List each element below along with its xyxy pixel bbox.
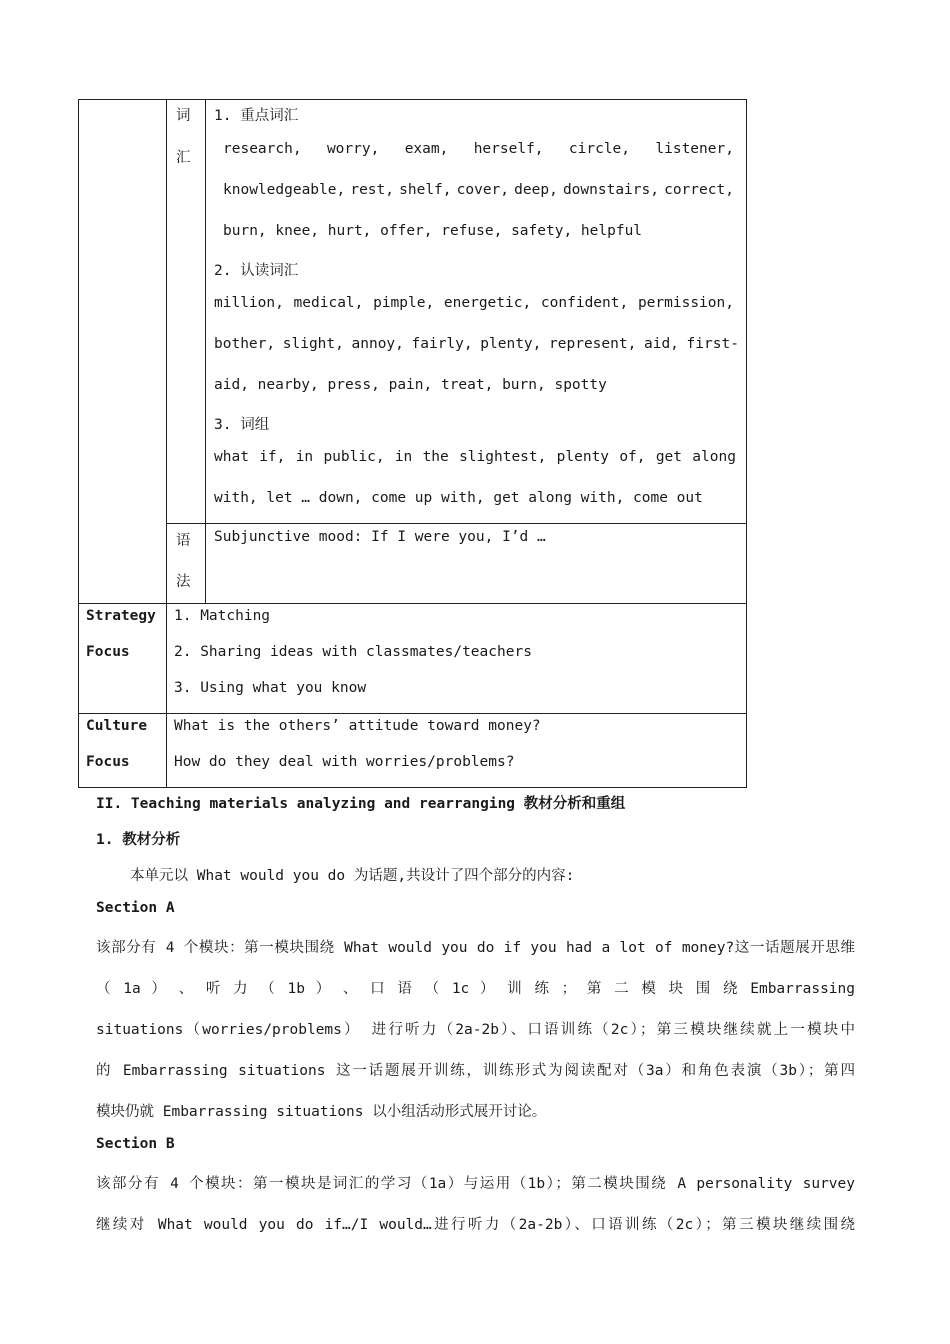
vocab-word: first- <box>686 336 739 352</box>
table-row-divider-1 <box>166 523 747 524</box>
vocab-word: medical, <box>293 295 364 311</box>
vocab-word: rest, <box>350 182 394 198</box>
culture-item-1: What is the others’ attitude toward money? <box>174 718 541 734</box>
vocab-word: fairly, <box>411 336 473 352</box>
table-row-divider-2 <box>78 603 747 604</box>
table-col-divider-1 <box>166 99 167 788</box>
culture-label-2: Focus <box>86 754 130 770</box>
vocab-word: herself, <box>473 141 544 157</box>
vocab-word: worry, <box>326 141 380 157</box>
vocab-word: exam, <box>404 141 449 157</box>
vocab-word: confident, <box>540 295 629 311</box>
recog-vocab-line-3: aid, nearby, press, pain, treat, burn, spotty <box>214 377 607 393</box>
recog-vocab-line-2 <box>214 336 739 352</box>
grammar-label-2: 法 <box>176 574 191 590</box>
vocab-word: permission, <box>637 295 734 311</box>
phrase-word: in <box>295 449 314 465</box>
section-a-line-3: situations（worries/problems） 进行听力（2a-2b）、口语训练（2c）；第三模块继续就上一模块中 <box>96 1022 855 1038</box>
vocab-word: plenty, <box>480 336 542 352</box>
vocab-word: circle, <box>568 141 631 157</box>
culture-label-1: Culture <box>86 718 148 734</box>
phrases-line-1 <box>214 449 736 465</box>
section-a-line-4: 的 Embarrassing situations 这一话题展开训练，训练形式为阅读配对（3a）和角色表演（3b）；第四 <box>96 1063 855 1079</box>
table-border-top <box>78 99 747 100</box>
intro-paragraph: 本单元以 What would you do 为话题,共设计了四个部分的内容: <box>130 868 575 884</box>
strategy-label-2: Focus <box>86 644 130 660</box>
recog-vocab-line-1 <box>214 295 734 311</box>
vocab-word: correct, <box>664 182 734 198</box>
vocab-word: deep, <box>514 182 558 198</box>
vocab-word: aid, <box>643 336 679 352</box>
vocab-word: energetic, <box>443 295 532 311</box>
strategy-item-3: 3. Using what you know <box>174 680 367 696</box>
section-b-title: Section B <box>96 1136 175 1152</box>
strategy-item-2: 2. Sharing ideas with classmates/teachers <box>174 644 532 660</box>
section-b-line-2: 继续对 What would you do if…/I would…进行听力（2a-2b）、口语训练（2c）；第三模块继续围绕 <box>96 1217 855 1233</box>
phrase-word: in <box>394 449 413 465</box>
vocab-word: annoy, <box>351 336 404 352</box>
phrases-heading: 3. 词组 <box>214 417 270 433</box>
section-title: II. Teaching materials analyzing and rearranging 教材分析和重组 <box>96 796 626 812</box>
grammar-label-1: 语 <box>176 533 191 549</box>
phrase-word: public, <box>323 449 385 465</box>
table-border-left <box>78 99 79 788</box>
section-a-line-5: 模块仍就 Embarrassing situations 以小组活动形式展开讨论。 <box>96 1104 547 1120</box>
culture-item-2: How do they deal with worries/problems? <box>174 754 515 770</box>
grammar-text: Subjunctive mood: If I were you, I’d … <box>214 529 546 545</box>
sub-title: 1. 教材分析 <box>96 832 181 848</box>
key-vocab-line-1 <box>223 141 734 157</box>
vocab-word: research, <box>223 141 302 157</box>
table-border-bottom <box>78 787 747 788</box>
vocab-word: cover, <box>456 182 510 198</box>
key-vocab-heading: 1. 重点词汇 <box>214 108 299 124</box>
vocab-word: bother, <box>214 336 276 352</box>
phrase-word: plenty <box>556 449 610 465</box>
section-a-title: Section A <box>96 900 175 916</box>
strategy-item-1: 1. Matching <box>174 608 271 624</box>
key-vocab-line-2 <box>223 182 734 198</box>
vocab-label-1: 词 <box>176 108 191 124</box>
phrase-word: of, <box>619 449 646 465</box>
vocab-label-2: 汇 <box>176 150 191 166</box>
strategy-label-1: Strategy <box>86 608 156 624</box>
table-border-right <box>746 99 747 788</box>
table-row-divider-3 <box>78 713 747 714</box>
vocab-word: knowledgeable, <box>223 182 346 198</box>
vocab-word: shelf, <box>399 182 452 198</box>
phrase-word: slightest, <box>459 449 547 465</box>
recog-vocab-heading: 2. 认读词汇 <box>214 263 299 279</box>
vocab-word: listener, <box>655 141 734 157</box>
vocab-word: downstairs, <box>562 182 659 198</box>
vocab-word: pimple, <box>373 295 435 311</box>
phrase-word: along <box>692 449 736 465</box>
key-vocab-line-3: burn, knee, hurt, offer, refuse, safety, helpful <box>223 223 643 239</box>
phrases-line-2: with, let … down, come up with, get along with, come out <box>214 490 703 506</box>
vocab-word: slight, <box>282 336 344 352</box>
table-col-divider-2 <box>205 99 206 604</box>
vocab-word: represent, <box>549 336 637 352</box>
section-a-line-1: 该部分有 4 个模块：第一模块围绕 What would you do if you had a lot of money?这一话题展开思维 <box>96 940 855 956</box>
vocab-word: million, <box>214 295 284 311</box>
phrase-word: the <box>422 449 449 465</box>
section-a-line-2: （ 1a ） 、 听 力 （ 1b ） 、 口 语 （ 1c ） 训 练 ； 第 二 模 块 围 绕 Embarrassing <box>96 981 855 997</box>
phrase-word: what <box>214 449 249 465</box>
phrase-word: if, <box>259 449 286 465</box>
phrase-word: get <box>655 449 683 465</box>
section-b-line-1: 该部分有 4 个模块：第一模块是词汇的学习（1a）与运用（1b）；第二模块围绕 A personality survey <box>96 1176 855 1192</box>
